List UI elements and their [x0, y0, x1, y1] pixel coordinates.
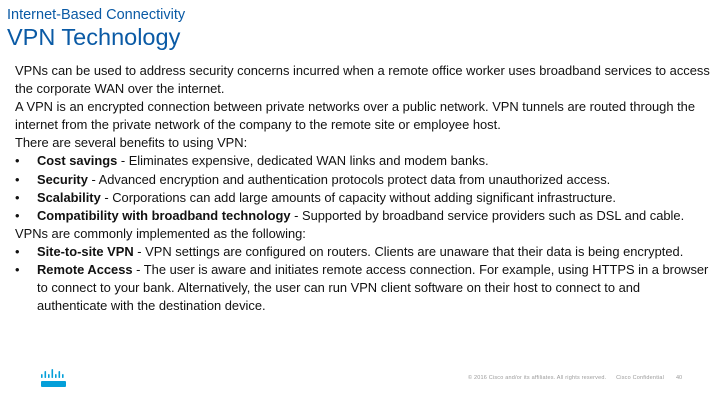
bullet-dot: • [15, 207, 20, 223]
paragraph-intro-4: VPNs are commonly implemented as the following: [15, 225, 306, 241]
bullet-dot: • [15, 189, 20, 205]
bullet-dot: • [15, 153, 20, 169]
bullet-term: Scalability [37, 189, 101, 205]
bullet-text: - Eliminates expensive, dedicated WAN links and modem banks. [117, 153, 489, 169]
bullet-dot: • [15, 243, 20, 259]
page-number: 40 [676, 375, 683, 381]
bullet-item [15, 207, 710, 225]
bullet-item [15, 189, 710, 207]
bullet-item [15, 152, 710, 170]
confidential-text: Cisco Confidential [616, 375, 665, 381]
bullet-term: Cost savings [37, 153, 118, 169]
copyright-text: © 2016 Cisco and/or its affiliates. All rights reserved. [468, 375, 607, 381]
slide-subtitle: Internet-Based Connectivity [7, 7, 186, 23]
bullet-term: Compatibility with broadband technology [37, 207, 291, 223]
cisco-logo-icon [40, 368, 67, 390]
bullet-term: Remote Access [37, 262, 133, 278]
slide-title: VPN Technology [7, 24, 181, 50]
paragraph-intro-3: There are several benefits to using VPN: [15, 135, 248, 151]
bullet-item [15, 261, 710, 315]
paragraph-intro-1: VPNs can be used to address security concerns incurred when a remote office worker uses broadband services to access the corporate WAN over the internet. [15, 63, 710, 97]
bullet-dot: • [15, 262, 20, 278]
bullet-text: - The user is aware and initiates remote access connection. For example, using HTTPS in a browser to connect to your bank. Alternatively, the user can run VPN client software on their host to connect to and authenticate with the destination device. [37, 262, 709, 314]
bullet-item [15, 171, 710, 189]
bullet-dot: • [15, 171, 20, 187]
bullet-text: - Supported by broadband service providers such as DSL and cable. [290, 207, 685, 223]
slide-body [15, 62, 710, 315]
bullet-text: - Advanced encryption and authentication protocols protect data from unauthorized access. [87, 171, 611, 187]
paragraph-intro-2: A VPN is an encrypted connection between private networks over a public network. VPN tunnels are routed through the internet from the private network of the company to the remote site or employee host. [15, 99, 696, 133]
bullet-term: Site-to-site VPN [37, 243, 134, 259]
footer-copyright [468, 375, 672, 382]
bullet-item [15, 243, 710, 261]
bullet-text: - VPN settings are configured on routers. Clients are unaware that their data is being encrypted. [133, 243, 684, 259]
bullet-term: Security [37, 171, 88, 187]
bullet-text: - Corporations can add large amounts of capacity without adding significant infrastructure. [100, 189, 616, 205]
